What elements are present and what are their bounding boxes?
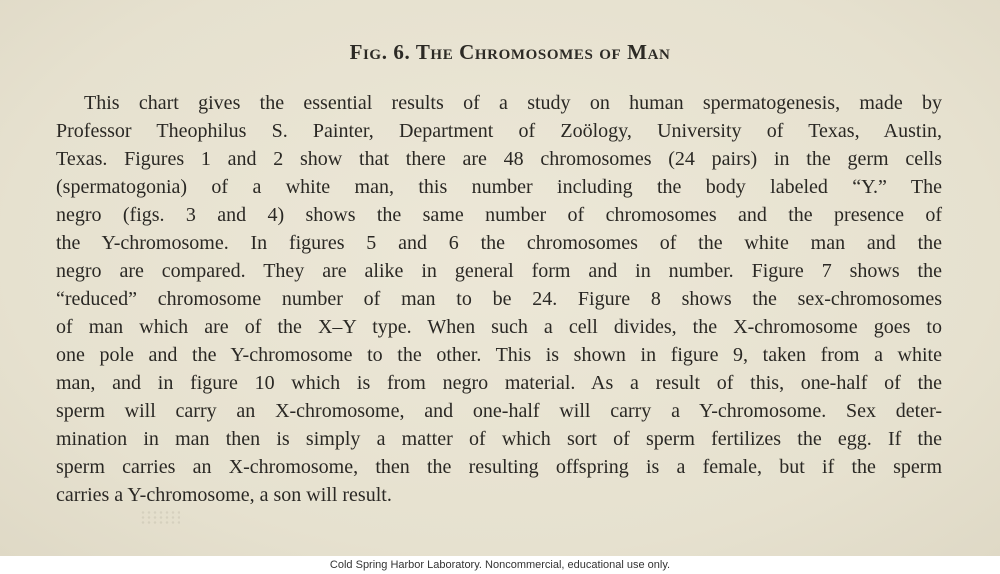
figure-title: Fig. 6. The Chromosomes of Man [349, 40, 671, 64]
text-line: of man which are of the X–Y type. When such a cell divides, the X-chromosome goes to [56, 316, 942, 338]
text-line: the Y-chromosome. In figures 5 and 6 the chromosomes of the white man and the [56, 232, 942, 254]
paper-speckle [140, 510, 180, 524]
text-line: “reduced” chromosome number of man to be 24. Figure 8 shows the sex-chromosomes [56, 288, 942, 310]
archive-credit: Cold Spring Harbor Laboratory. Noncommercial, educational use only. [329, 559, 671, 571]
text-line: (spermatogonia) of a white man, this number including the body labeled “Y.” The [56, 176, 942, 198]
text-line: mination in man then is simply a matter of which sort of sperm fertilizes the egg. If the [56, 428, 942, 450]
text-line: man, and in figure 10 which is from negro material. As a result of this, one-half of the [56, 372, 942, 394]
text-line: negro (figs. 3 and 4) shows the same number of chromosomes and the presence of [56, 204, 942, 226]
text-line: carries a Y-chromosome, a son will result. [56, 484, 392, 506]
text-line: This chart gives the essential results of a study on human spermatogenesis, made by [84, 92, 942, 114]
text-line: sperm will carry an X-chromosome, and one-half will carry a Y-chromosome. Sex deter- [56, 400, 942, 422]
body-paragraph [56, 89, 942, 509]
text-line: sperm carries an X-chromosome, then the resulting offspring is a female, but if the sperm [56, 456, 942, 478]
text-line: one pole and the Y-chromosome to the other. This is shown in figure 9, taken from a white [56, 344, 942, 366]
text-line: Professor Theophilus S. Painter, Department of Zoölogy, University of Texas, Austin, [56, 120, 942, 142]
text-line: negro are compared. They are alike in general form and in number. Figure 7 shows the [56, 260, 942, 282]
text-line: Texas. Figures 1 and 2 show that there are 48 chromosomes (24 pairs) in the germ cells [56, 148, 942, 170]
